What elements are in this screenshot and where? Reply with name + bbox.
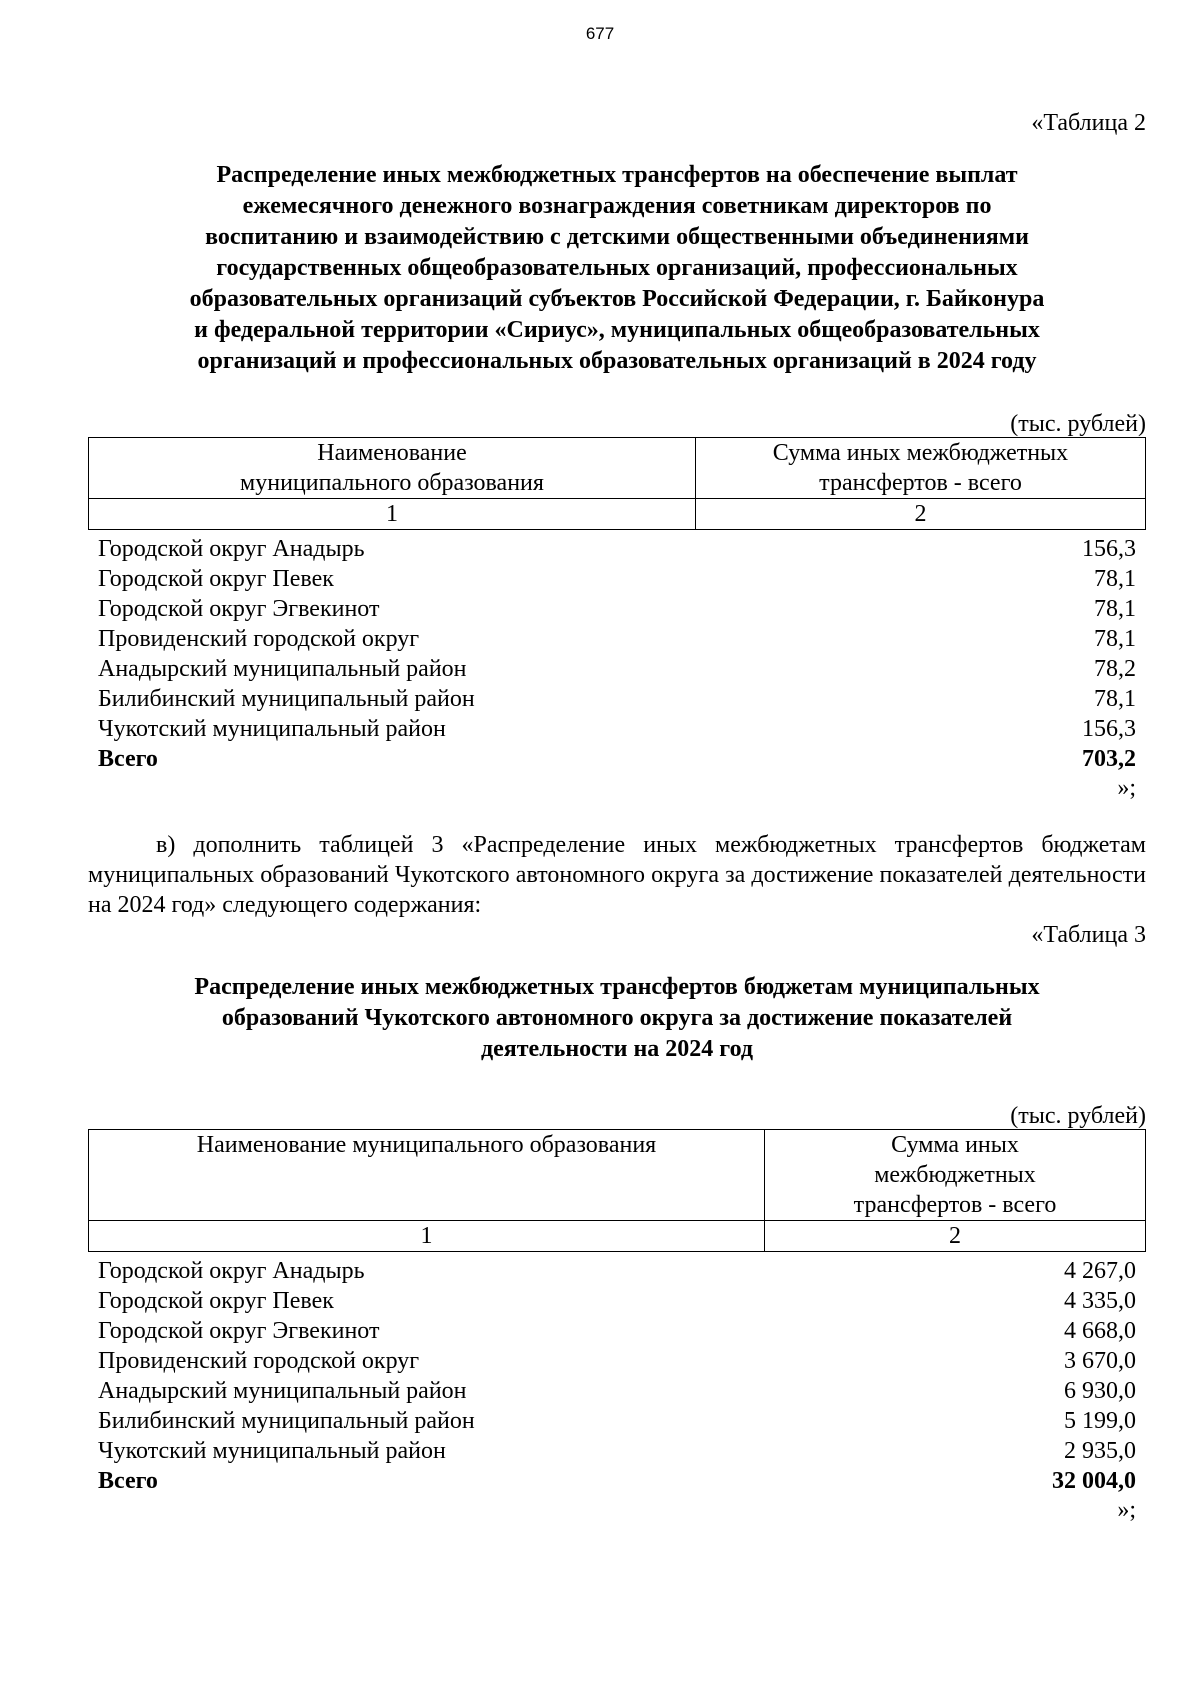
table-row xyxy=(88,1346,1146,1376)
row-name: Провиденский городской округ xyxy=(98,1348,420,1374)
table2-header-col1 xyxy=(89,438,696,499)
table3-title-line: образований Чукотского автономного округа за достижение показателей xyxy=(221,1005,1013,1031)
page-number: 677 xyxy=(585,24,615,43)
row-value: 3 670,0 xyxy=(1064,1348,1136,1374)
header-text: Сумма иных межбюджетных xyxy=(772,440,1069,466)
amendment-paragraph: в) дополнить таблицей 3 «Распределение иных межбюджетных трансфертов бюджетам муниципальных образований Чукотского автономного округа за достижение показателей деятельности на 2024 год» следующего содержания: xyxy=(88,832,1146,918)
row-name: Билибинский муниципальный район xyxy=(98,1408,475,1434)
row-value: 156,3 xyxy=(1082,536,1136,562)
table3-units: (тыс. рублей) xyxy=(1010,1103,1146,1129)
row-value: 78,2 xyxy=(1094,656,1136,682)
table2-col-number: 2 xyxy=(696,499,1146,530)
table2-title xyxy=(88,160,1146,377)
table2-units: (тыс. рублей) xyxy=(1010,411,1146,437)
row-value: 156,3 xyxy=(1082,716,1136,742)
table-row xyxy=(88,624,1146,654)
table-row xyxy=(88,714,1146,744)
table2-label: «Таблица 2 xyxy=(1031,110,1146,136)
table-row xyxy=(88,1256,1146,1286)
table3-section xyxy=(88,920,1146,1524)
table2-title-line: государственных общеобразовательных организаций, профессиональных xyxy=(216,255,1018,281)
table-row xyxy=(88,684,1146,714)
row-name: Городской округ Певек xyxy=(98,1288,334,1314)
table-row xyxy=(88,1406,1146,1436)
total-value: 703,2 xyxy=(1082,746,1136,772)
header-text: межбюджетных xyxy=(874,1162,1036,1188)
table-row xyxy=(88,1316,1146,1346)
row-value: 78,1 xyxy=(1094,626,1136,652)
table2-closing: »; xyxy=(1117,775,1136,801)
table3-label: «Таблица 3 xyxy=(1031,922,1146,948)
row-name: Чукотский муниципальный район xyxy=(98,1438,446,1464)
table2-title-line: и федеральной территории «Сириус», муниципальных общеобразовательных xyxy=(194,317,1040,343)
table-row xyxy=(88,654,1146,684)
row-value: 78,1 xyxy=(1094,566,1136,592)
table-row xyxy=(88,564,1146,594)
row-name: Городской округ Эгвекинот xyxy=(98,1318,380,1344)
row-name: Чукотский муниципальный район xyxy=(98,716,446,742)
row-name: Билибинский муниципальный район xyxy=(98,686,475,712)
table2-section xyxy=(88,108,1146,802)
table3-rows xyxy=(88,1256,1146,1496)
row-value: 78,1 xyxy=(1094,686,1136,712)
row-name: Городской округ Эгвекинот xyxy=(98,596,380,622)
total-name: Всего xyxy=(98,1468,158,1494)
header-text: Сумма иных xyxy=(891,1132,1019,1158)
table3-header xyxy=(88,1129,1146,1252)
row-name: Городской округ Анадырь xyxy=(98,536,365,562)
row-value: 4 335,0 xyxy=(1064,1288,1136,1314)
table3-header-col1 xyxy=(89,1130,765,1221)
table3-title-line: Распределение иных межбюджетных трансфертов бюджетам муниципальных xyxy=(194,974,1040,1000)
table2-header-col2 xyxy=(696,438,1146,499)
document-body xyxy=(88,0,1146,1524)
row-value: 2 935,0 xyxy=(1064,1438,1136,1464)
header-text: муниципального образования xyxy=(240,470,544,496)
table-row xyxy=(88,534,1146,564)
table3-col-number: 1 xyxy=(89,1221,765,1252)
row-name: Анадырский муниципальный район xyxy=(98,656,467,682)
table-row xyxy=(88,1436,1146,1466)
row-value: 78,1 xyxy=(1094,596,1136,622)
table2-header xyxy=(88,437,1146,530)
row-value: 6 930,0 xyxy=(1064,1378,1136,1404)
total-name: Всего xyxy=(98,746,158,772)
table3-closing: »; xyxy=(1117,1497,1136,1523)
table2-title-line: Распределение иных межбюджетных трансфертов на обеспечение выплат xyxy=(216,162,1018,188)
table-row xyxy=(88,1376,1146,1406)
table2-title-line: организаций и профессиональных образовательных организаций в 2024 году xyxy=(197,348,1037,374)
table3-col-number: 2 xyxy=(765,1221,1146,1252)
row-name: Городской округ Анадырь xyxy=(98,1258,365,1284)
header-text: Наименование xyxy=(317,440,467,466)
row-value: 5 199,0 xyxy=(1064,1408,1136,1434)
table2-col-number: 1 xyxy=(89,499,696,530)
row-name: Провиденский городской округ xyxy=(98,626,420,652)
table2-rows xyxy=(88,534,1146,774)
table2-title-line: воспитанию и взаимодействию с детскими общественными объединениями xyxy=(205,224,1029,250)
table3-header-col2 xyxy=(765,1130,1146,1221)
table3-title-line: деятельности на 2024 год xyxy=(480,1036,754,1062)
row-value: 4 668,0 xyxy=(1064,1318,1136,1344)
row-value: 4 267,0 xyxy=(1064,1258,1136,1284)
row-name: Анадырский муниципальный район xyxy=(98,1378,467,1404)
row-name: Городской округ Певек xyxy=(98,566,334,592)
table-row xyxy=(88,594,1146,624)
header-text: трансфертов - всего xyxy=(853,1192,1057,1218)
total-row xyxy=(88,1466,1146,1496)
table2-title-line: образовательных организаций субъектов Российской Федерации, г. Байконура xyxy=(189,286,1045,312)
total-row xyxy=(88,744,1146,774)
header-text: трансфертов - всего xyxy=(819,470,1022,496)
table2-title-line: ежемесячного денежного вознаграждения советникам директоров по xyxy=(242,193,992,219)
total-value: 32 004,0 xyxy=(1052,1468,1136,1494)
table-row xyxy=(88,1286,1146,1316)
table3-title xyxy=(88,972,1146,1065)
header-text: Наименование муниципального образования xyxy=(196,1132,657,1158)
